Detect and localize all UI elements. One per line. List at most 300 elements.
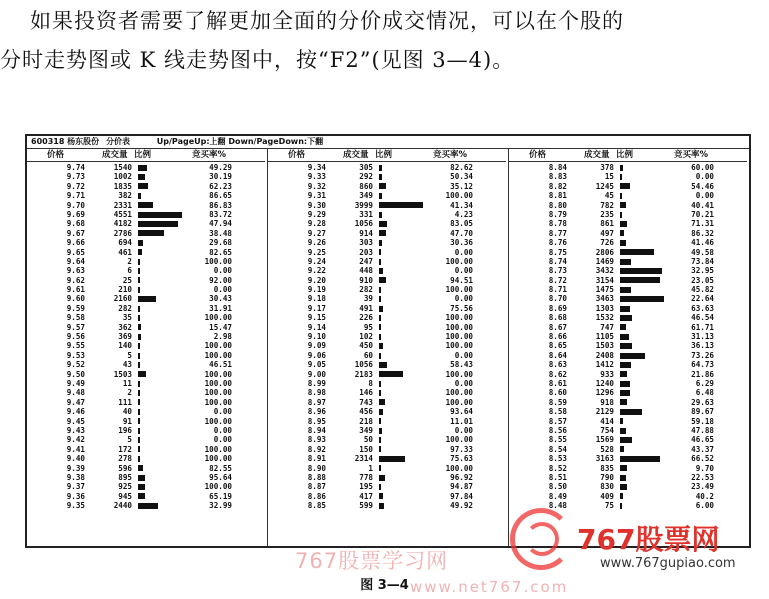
ratio-bar — [138, 193, 141, 199]
ratio-bar — [138, 268, 140, 274]
paging-hint: Up/PageUp:上翻 Down/PageDown:下翻 — [156, 137, 324, 146]
bid-rate-cell: 0.00 — [213, 407, 232, 417]
volume-cell: 140 — [118, 341, 132, 351]
table-row — [509, 360, 747, 369]
bid-rate-cell: 29.63 — [691, 397, 714, 407]
price-cell: 9.62 — [66, 275, 85, 285]
price-cell: 9.58 — [66, 313, 85, 323]
ratio-bar — [379, 371, 403, 377]
bid-rate-cell: 100.00 — [204, 397, 232, 407]
bid-rate-cell: 100.00 — [445, 369, 473, 379]
table-row — [509, 351, 747, 360]
table-row — [268, 501, 506, 510]
bid-rate-cell: 31.91 — [209, 303, 232, 313]
bid-rate-cell: 83.05 — [450, 219, 473, 229]
bid-rate-cell: 97.33 — [450, 444, 473, 454]
bid-rate-cell: 0.00 — [454, 378, 473, 388]
bid-rate-cell: 100.00 — [445, 313, 473, 323]
table-row — [27, 473, 265, 482]
price-cell: 8.67 — [548, 322, 567, 332]
bid-rate-cell: 45.82 — [691, 285, 714, 295]
ratio-bar — [379, 296, 381, 302]
bid-rate-cell: 41.34 — [450, 200, 473, 210]
volume-cell: 528 — [600, 444, 614, 454]
price-cell: 8.94 — [307, 425, 326, 435]
bid-rate-cell: 100.00 — [204, 416, 232, 426]
table-row — [268, 304, 506, 313]
table-row — [27, 191, 265, 200]
volume-cell: 1835 — [113, 181, 132, 191]
bid-rate-cell: 100.00 — [445, 256, 473, 266]
ratio-bar — [138, 446, 140, 452]
table-row — [27, 360, 265, 369]
volume-cell: 172 — [118, 444, 132, 454]
price-cell: 8.71 — [548, 285, 567, 295]
ratio-bar — [138, 287, 140, 293]
ratio-bar — [620, 362, 631, 368]
table-row — [509, 257, 747, 266]
price-cell: 9.14 — [307, 322, 326, 332]
volume-cell: 39 — [363, 294, 373, 304]
volume-cell: 50 — [363, 435, 373, 445]
bid-rate-cell: 92.00 — [209, 275, 232, 285]
volume-cell: 933 — [600, 369, 614, 379]
ratio-bar — [620, 437, 632, 443]
table-row — [268, 492, 506, 501]
volume-cell: 491 — [359, 303, 373, 313]
table-row — [509, 388, 747, 397]
volume-cell: 15 — [604, 172, 614, 182]
price-cell: 8.63 — [548, 360, 567, 370]
ratio-bar — [138, 503, 158, 509]
volume-cell: 5 — [127, 350, 132, 360]
bid-rate-cell: 100.00 — [445, 322, 473, 332]
table-row — [27, 341, 265, 350]
volume-cell: 3163 — [595, 454, 614, 464]
ratio-bar — [379, 315, 381, 321]
ratio-bar — [379, 183, 386, 189]
table-row — [509, 332, 747, 341]
volume-cell: 303 — [359, 238, 373, 248]
price-cell: 9.52 — [66, 360, 85, 370]
ratio-bar — [379, 202, 423, 208]
table-row — [509, 201, 747, 210]
price-cell: 9.33 — [307, 172, 326, 182]
price-cell: 8.69 — [548, 303, 567, 313]
ratio-bar — [138, 230, 164, 236]
price-cell: 8.64 — [548, 350, 567, 360]
price-cell: 9.22 — [307, 266, 326, 276]
table-row — [268, 435, 506, 444]
table-row — [27, 304, 265, 313]
bid-rate-cell: 100.00 — [445, 435, 473, 445]
ratio-bar — [379, 174, 382, 180]
price-cell: 8.68 — [548, 313, 567, 323]
ratio-bar — [379, 193, 382, 199]
volume-cell: 2786 — [113, 228, 132, 238]
bid-rate-cell: 82.62 — [450, 163, 473, 172]
ratio-bar — [138, 399, 140, 405]
ratio-bar — [620, 249, 654, 255]
volume-cell: 45 — [604, 191, 614, 201]
table-row — [509, 248, 747, 257]
table-row — [509, 398, 747, 407]
bid-rate-cell: 100.00 — [445, 332, 473, 342]
logo-inner-ring-icon — [525, 522, 559, 556]
table-row — [268, 445, 506, 454]
volume-cell: 918 — [600, 397, 614, 407]
table-row — [27, 351, 265, 360]
table-row — [509, 341, 747, 350]
table-row — [509, 492, 747, 501]
ratio-bar — [138, 493, 145, 499]
price-cell: 9.36 — [66, 491, 85, 501]
bid-rate-cell: 94.51 — [450, 275, 473, 285]
bid-rate-cell: 46.65 — [691, 435, 714, 445]
ratio-bar — [138, 343, 140, 349]
bid-rate-cell: 100.00 — [204, 378, 232, 388]
watermark-brand: 767股票网 — [577, 523, 720, 556]
table-row — [268, 360, 506, 369]
volume-cell: 3999 — [354, 200, 373, 210]
table-row — [268, 341, 506, 350]
table-row — [509, 473, 747, 482]
volume-cell: 4182 — [113, 219, 132, 229]
price-cell: 9.18 — [307, 294, 326, 304]
table-row — [268, 182, 506, 191]
table-row — [509, 266, 747, 275]
watermark-brand-url: www.767gupiao.com — [600, 556, 736, 571]
ratio-bar — [138, 475, 145, 481]
price-cell: 9.00 — [307, 369, 326, 379]
table-column-1 — [27, 149, 265, 544]
bid-rate-cell: 93.64 — [450, 407, 473, 417]
bid-rate-cell: 49.92 — [450, 501, 473, 511]
ratio-bar — [138, 465, 143, 471]
table-row — [268, 229, 506, 238]
column-header — [268, 149, 506, 162]
bid-rate-cell: 0.00 — [213, 266, 232, 276]
bid-rate-cell: 86.65 — [209, 191, 232, 201]
table-row — [509, 464, 747, 473]
table-row — [268, 454, 506, 463]
price-cell: 9.09 — [307, 341, 326, 351]
bid-rate-cell: 60.00 — [691, 163, 714, 172]
volume-cell: 599 — [359, 501, 373, 511]
bid-rate-cell: 75.56 — [450, 303, 473, 313]
price-cell: 8.80 — [548, 200, 567, 210]
volume-cell: 40 — [122, 407, 132, 417]
volume-cell: 1056 — [354, 360, 373, 370]
bid-rate-cell: 71.31 — [691, 219, 714, 229]
price-cell: 9.06 — [307, 350, 326, 360]
bid-rate-cell: 75.63 — [450, 454, 473, 464]
price-cell: 9.57 — [66, 322, 85, 332]
volume-cell: 2 — [127, 388, 132, 398]
price-cell: 8.93 — [307, 435, 326, 445]
watermark-text: 767股票学习网 — [295, 549, 449, 573]
table-row — [27, 266, 265, 275]
bid-rate-cell: 0.00 — [213, 425, 232, 435]
column-header — [27, 149, 265, 162]
bid-rate-cell: 47.94 — [209, 219, 232, 229]
ratio-bar — [379, 221, 387, 227]
ratio-bar — [138, 240, 143, 246]
ratio-bar — [379, 334, 381, 340]
volume-cell: 1503 — [595, 341, 614, 351]
table-row — [509, 182, 747, 191]
price-cell: 9.10 — [307, 332, 326, 342]
ratio-bar — [620, 390, 630, 396]
bid-rate-cell: 100.00 — [204, 256, 232, 266]
table-title-bar — [27, 136, 749, 149]
volume-cell: 1469 — [595, 256, 614, 266]
bid-rate-cell: 66.52 — [691, 454, 714, 464]
price-cell: 8.99 — [307, 378, 326, 388]
volume-cell: 1296 — [595, 388, 614, 398]
table-row — [509, 323, 747, 332]
ratio-bar — [620, 212, 622, 218]
watermark-url: www.net767.com — [410, 578, 569, 596]
bid-rate-cell: 59.18 — [691, 416, 714, 426]
price-cell: 8.87 — [307, 482, 326, 492]
volume-cell: 860 — [359, 181, 373, 191]
price-cell: 8.61 — [548, 378, 567, 388]
volume-cell: 1105 — [595, 332, 614, 342]
price-cell: 8.52 — [548, 463, 567, 473]
ratio-bar — [620, 446, 624, 452]
volume-cell: 292 — [359, 172, 373, 182]
table-row — [509, 379, 747, 388]
ratio-bar — [138, 296, 156, 302]
bid-rate-cell: 46.51 — [209, 360, 232, 370]
table-row — [509, 426, 747, 435]
table-row — [268, 191, 506, 200]
bid-rate-cell: 38.48 — [209, 228, 232, 238]
price-cell: 9.32 — [307, 181, 326, 191]
ratio-bar — [138, 418, 140, 424]
price-cell: 8.65 — [548, 341, 567, 351]
volume-cell: 448 — [359, 266, 373, 276]
price-cell: 8.70 — [548, 294, 567, 304]
table-row — [27, 323, 265, 332]
ratio-bar — [620, 183, 630, 189]
ratio-bar — [379, 343, 383, 349]
price-cell: 9.19 — [307, 285, 326, 295]
ratio-bar — [379, 249, 381, 255]
price-cell: 8.58 — [548, 407, 567, 417]
ratio-bar — [138, 353, 140, 359]
table-row — [268, 482, 506, 491]
bid-rate-cell: 15.47 — [209, 322, 232, 332]
ratio-bar — [620, 399, 627, 405]
table-row — [27, 229, 265, 238]
bid-rate-cell: 32.99 — [209, 501, 232, 511]
table-row — [509, 229, 747, 238]
volume-cell: 1503 — [113, 369, 132, 379]
bid-rate-cell: 49.58 — [691, 247, 714, 257]
price-cell: 8.77 — [548, 228, 567, 238]
price-cell: 8.97 — [307, 397, 326, 407]
volume-cell: 278 — [118, 454, 132, 464]
volume-cell: 694 — [118, 238, 132, 248]
bid-rate-cell: 40.2 — [695, 491, 714, 501]
volume-cell: 1240 — [595, 378, 614, 388]
ratio-bar — [379, 277, 386, 283]
price-cell: 8.56 — [548, 425, 567, 435]
ratio-bar — [620, 456, 660, 462]
ratio-bar — [620, 221, 627, 227]
table-row — [268, 464, 506, 473]
table-row — [509, 435, 747, 444]
price-cell: 8.51 — [548, 472, 567, 482]
volume-cell: 369 — [118, 332, 132, 342]
volume-cell: 75 — [604, 501, 614, 511]
volume-cell: 497 — [600, 228, 614, 238]
ratio-bar — [620, 296, 664, 302]
table-row — [268, 163, 506, 172]
ratio-bar — [379, 465, 381, 471]
table-row — [27, 417, 265, 426]
bid-rate-cell: 29.68 — [209, 238, 232, 248]
price-cell: 8.78 — [548, 219, 567, 229]
header-price: 价格 — [288, 150, 306, 160]
ratio-bar — [379, 418, 381, 424]
ratio-bar — [138, 390, 140, 396]
table-row — [509, 191, 747, 200]
header-ratio: 比例 — [134, 150, 152, 160]
bid-rate-cell: 9.70 — [695, 463, 714, 473]
stock-code: 600318 杨东股份 — [31, 137, 100, 146]
ratio-bar — [620, 306, 630, 312]
ratio-bar — [379, 362, 387, 368]
table-column-2 — [268, 149, 506, 544]
bid-rate-cell: 100.00 — [204, 350, 232, 360]
bid-rate-cell: 22.53 — [691, 472, 714, 482]
ratio-bar — [620, 418, 623, 424]
table-row — [27, 248, 265, 257]
table-row — [27, 182, 265, 191]
volume-cell: 754 — [600, 425, 614, 435]
table-row — [27, 407, 265, 416]
ratio-bar — [620, 259, 631, 265]
bid-rate-cell: 100.00 — [445, 388, 473, 398]
table-row — [268, 370, 506, 379]
price-cell: 9.30 — [307, 200, 326, 210]
bid-rate-cell: 94.87 — [450, 482, 473, 492]
table-row — [268, 351, 506, 360]
bid-rate-cell: 100.00 — [204, 313, 232, 323]
price-cell: 9.70 — [66, 200, 85, 210]
table-row — [27, 163, 265, 172]
ratio-bar — [138, 428, 140, 434]
ratio-bar — [620, 465, 627, 471]
bid-rate-cell: 30.36 — [450, 238, 473, 248]
volume-cell: 146 — [359, 388, 373, 398]
ratio-bar — [379, 381, 381, 387]
ratio-bar — [379, 446, 381, 452]
volume-cell: 895 — [118, 472, 132, 482]
volume-cell: 2183 — [354, 369, 373, 379]
table-row — [268, 210, 506, 219]
volume-cell: 11 — [122, 378, 132, 388]
price-cell: 9.25 — [307, 247, 326, 257]
table-row — [509, 454, 747, 463]
bid-rate-cell: 50.34 — [450, 172, 473, 182]
ratio-bar — [379, 287, 381, 293]
header-bid-rate: 竞买率% — [433, 150, 468, 160]
volume-cell: 2408 — [595, 350, 614, 360]
bid-rate-cell: 100.00 — [204, 369, 232, 379]
table-column-3 — [509, 149, 747, 544]
bid-rate-cell: 100.00 — [204, 388, 232, 398]
price-cell: 8.76 — [548, 238, 567, 248]
volume-cell: 203 — [359, 247, 373, 257]
bid-rate-cell: 0.00 — [695, 191, 714, 201]
price-cell: 9.34 — [307, 163, 326, 172]
volume-cell: 6 — [127, 266, 132, 276]
price-cell: 9.69 — [66, 209, 85, 219]
table-row — [27, 435, 265, 444]
table-row — [268, 407, 506, 416]
price-cell: 9.63 — [66, 266, 85, 276]
price-cell: 8.91 — [307, 454, 326, 464]
ratio-bar — [138, 371, 146, 377]
bid-rate-cell: 49.29 — [209, 163, 232, 172]
price-cell: 8.95 — [307, 416, 326, 426]
bid-rate-cell: 61.71 — [691, 322, 714, 332]
ratio-bar — [379, 456, 405, 462]
table-row — [509, 210, 747, 219]
price-cell: 8.66 — [548, 332, 567, 342]
table-row — [268, 398, 506, 407]
volume-cell: 778 — [359, 472, 373, 482]
price-cell: 9.05 — [307, 360, 326, 370]
table-row — [27, 370, 265, 379]
ratio-bar — [138, 362, 140, 368]
table-row — [27, 445, 265, 454]
price-cell: 9.35 — [66, 501, 85, 511]
price-cell: 8.86 — [307, 491, 326, 501]
bid-rate-cell: 32.95 — [691, 266, 714, 276]
volume-cell: 102 — [359, 332, 373, 342]
volume-cell: 210 — [118, 285, 132, 295]
volume-cell: 461 — [118, 247, 132, 257]
header-bid-rate: 竞买率% — [674, 150, 709, 160]
bid-rate-cell: 4.23 — [454, 209, 473, 219]
ratio-bar — [379, 484, 381, 490]
volume-cell: 305 — [359, 163, 373, 172]
price-cell: 9.61 — [66, 285, 85, 295]
price-cell: 9.72 — [66, 181, 85, 191]
volume-cell: 8 — [368, 378, 373, 388]
price-cell: 9.65 — [66, 247, 85, 257]
paragraph-line-2: 分时走势图或 K 线走势图中，按“F2”(见图 3—4)。 — [0, 48, 515, 72]
volume-cell: 2331 — [113, 200, 132, 210]
ratio-bar — [620, 315, 632, 321]
price-cell: 8.85 — [307, 501, 326, 511]
bid-rate-cell: 0.00 — [213, 285, 232, 295]
ratio-bar — [138, 324, 141, 330]
price-cell: 9.55 — [66, 341, 85, 351]
volume-cell: 349 — [359, 191, 373, 201]
price-cell: 9.42 — [66, 435, 85, 445]
bid-rate-cell: 100.00 — [445, 285, 473, 295]
price-cell: 8.81 — [548, 191, 567, 201]
price-cell: 9.48 — [66, 388, 85, 398]
ratio-bar — [138, 381, 140, 387]
price-cell: 8.48 — [548, 501, 567, 511]
